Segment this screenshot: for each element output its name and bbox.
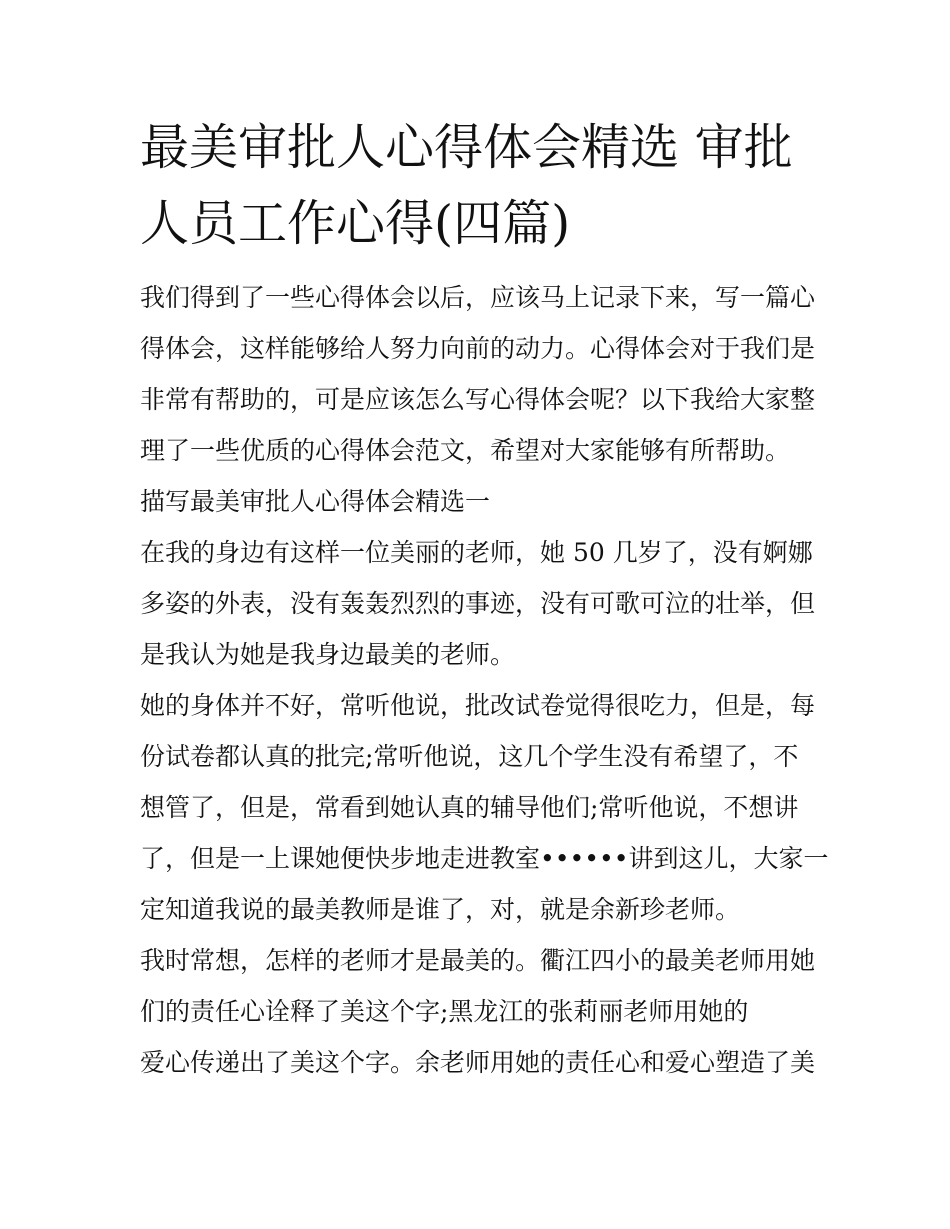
document-title bbox=[140, 110, 820, 262]
document-body bbox=[140, 272, 829, 1088]
paragraph-line: 她的身体并不好，常听他说，批改试卷觉得很吃力，但是，每 bbox=[140, 691, 816, 720]
paragraph-line: 份试卷都认真的批完;常听他说，这几个学生没有希望了，不 bbox=[140, 742, 799, 771]
paragraph-line: 爱心传递出了美这个字。余老师用她的责任心和爱心塑造了美 bbox=[140, 1048, 816, 1077]
paragraph-line: 想管了，但是，常看到她认真的辅导他们;常听他说，不想讲 bbox=[140, 793, 799, 822]
intro-line: 我们得到了一些心得体会以后，应该马上记录下来，写一篇心 bbox=[140, 283, 816, 312]
section-heading: 描写最美审批人心得体会精选一 bbox=[140, 487, 491, 516]
title-line: 最美审批人心得体会精选 审批 bbox=[140, 119, 793, 176]
paragraph-line: 们的责任心诠释了美这个字;黑龙江的张莉丽老师用她的 bbox=[140, 997, 749, 1026]
document-page bbox=[140, 110, 829, 1088]
intro-line: 得体会，这样能够给人努力向前的动力。心得体会对于我们是 bbox=[140, 334, 816, 363]
intro-line: 非常有帮助的，可是应该怎么写心得体会呢？以下我给大家整 bbox=[140, 385, 816, 414]
paragraph-line: 定知道我说的最美教师是谁了，对，就是余新珍老师。 bbox=[140, 895, 741, 924]
paragraph-line: 在我的身边有这样一位美丽的老师，她 50 几岁了，没有婀娜 bbox=[140, 538, 813, 567]
intro-line: 理了一些优质的心得体会范文，希望对大家能够有所帮助。 bbox=[140, 436, 791, 465]
paragraph-line: 多姿的外表，没有轰轰烈烈的事迹，没有可歌可泣的壮举，但 bbox=[140, 589, 816, 618]
paragraph-line: 我时常想，怎样的老师才是最美的。衢江四小的最美老师用她 bbox=[140, 946, 816, 975]
title-line: 人员工作心得(四篇) bbox=[140, 195, 571, 252]
paragraph-line: 是我认为她是我身边最美的老师。 bbox=[140, 640, 516, 669]
paragraph-line: 了，但是一上课她便快步地走进教室••••••讲到这儿，大家一 bbox=[140, 844, 829, 873]
